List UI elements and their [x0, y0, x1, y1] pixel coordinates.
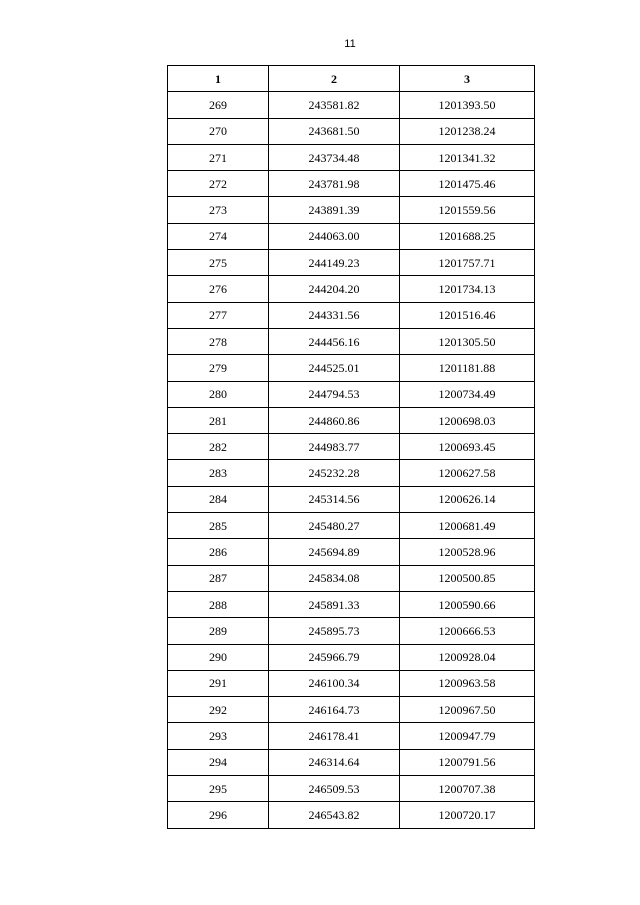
- x-coordinate-cell: 246164.73: [269, 697, 400, 723]
- x-coordinate-cell: 245232.28: [269, 460, 400, 486]
- table-row: [168, 618, 535, 644]
- table-row: [168, 355, 535, 381]
- point-number-cell: 277: [168, 302, 269, 328]
- column-header-3: 3: [400, 66, 535, 92]
- x-coordinate-cell: 245966.79: [269, 644, 400, 670]
- table-row: [168, 276, 535, 302]
- table-row: [168, 144, 535, 170]
- x-coordinate-cell: 246178.41: [269, 723, 400, 749]
- table-row: [168, 171, 535, 197]
- point-number-cell: 281: [168, 407, 269, 433]
- table-row: [168, 197, 535, 223]
- point-number-cell: 291: [168, 670, 269, 696]
- point-number-cell: 273: [168, 197, 269, 223]
- table-row: [168, 92, 535, 118]
- x-coordinate-cell: 246509.53: [269, 776, 400, 802]
- y-coordinate-cell: 1200734.49: [400, 381, 535, 407]
- x-coordinate-cell: 243681.50: [269, 118, 400, 144]
- table-row: [168, 539, 535, 565]
- y-coordinate-cell: 1201757.71: [400, 250, 535, 276]
- y-coordinate-cell: 1200967.50: [400, 697, 535, 723]
- point-number-cell: 292: [168, 697, 269, 723]
- point-number-cell: 278: [168, 328, 269, 354]
- y-coordinate-cell: 1200627.58: [400, 460, 535, 486]
- point-number-cell: 288: [168, 591, 269, 617]
- table-row: [168, 328, 535, 354]
- point-number-cell: 282: [168, 434, 269, 460]
- table-row: [168, 407, 535, 433]
- table-row: [168, 513, 535, 539]
- table-row: [168, 302, 535, 328]
- coordinates-table: [167, 65, 535, 829]
- x-coordinate-cell: 245834.08: [269, 565, 400, 591]
- y-coordinate-cell: 1200963.58: [400, 670, 535, 696]
- table-row: [168, 381, 535, 407]
- x-coordinate-cell: 244063.00: [269, 223, 400, 249]
- point-number-cell: 274: [168, 223, 269, 249]
- x-coordinate-cell: 243581.82: [269, 92, 400, 118]
- point-number-cell: 271: [168, 144, 269, 170]
- y-coordinate-cell: 1201559.56: [400, 197, 535, 223]
- y-coordinate-cell: 1201305.50: [400, 328, 535, 354]
- y-coordinate-cell: 1200528.96: [400, 539, 535, 565]
- x-coordinate-cell: 243781.98: [269, 171, 400, 197]
- y-coordinate-cell: 1200947.79: [400, 723, 535, 749]
- y-coordinate-cell: 1201393.50: [400, 92, 535, 118]
- point-number-cell: 290: [168, 644, 269, 670]
- point-number-cell: 279: [168, 355, 269, 381]
- table-row: [168, 802, 535, 828]
- table-body: [168, 92, 535, 828]
- y-coordinate-cell: 1200681.49: [400, 513, 535, 539]
- point-number-cell: 296: [168, 802, 269, 828]
- point-number-cell: 294: [168, 749, 269, 775]
- table-header-row: [168, 66, 535, 92]
- x-coordinate-cell: 244860.86: [269, 407, 400, 433]
- table-row: [168, 118, 535, 144]
- y-coordinate-cell: 1200626.14: [400, 486, 535, 512]
- y-coordinate-cell: 1201238.24: [400, 118, 535, 144]
- x-coordinate-cell: 244525.01: [269, 355, 400, 381]
- point-number-cell: 272: [168, 171, 269, 197]
- point-number-cell: 287: [168, 565, 269, 591]
- point-number-cell: 275: [168, 250, 269, 276]
- y-coordinate-cell: 1201688.25: [400, 223, 535, 249]
- x-coordinate-cell: 243891.39: [269, 197, 400, 223]
- point-number-cell: 269: [168, 92, 269, 118]
- table-row: [168, 723, 535, 749]
- y-coordinate-cell: 1201475.46: [400, 171, 535, 197]
- x-coordinate-cell: 246543.82: [269, 802, 400, 828]
- column-header-1: 1: [168, 66, 269, 92]
- x-coordinate-cell: 244149.23: [269, 250, 400, 276]
- x-coordinate-cell: 244456.16: [269, 328, 400, 354]
- y-coordinate-cell: 1200791.56: [400, 749, 535, 775]
- point-number-cell: 280: [168, 381, 269, 407]
- table-row: [168, 250, 535, 276]
- x-coordinate-cell: 244794.53: [269, 381, 400, 407]
- y-coordinate-cell: 1200693.45: [400, 434, 535, 460]
- x-coordinate-cell: 245694.89: [269, 539, 400, 565]
- y-coordinate-cell: 1200500.85: [400, 565, 535, 591]
- x-coordinate-cell: 245314.56: [269, 486, 400, 512]
- point-number-cell: 283: [168, 460, 269, 486]
- x-coordinate-cell: 244983.77: [269, 434, 400, 460]
- table-row: [168, 670, 535, 696]
- point-number-cell: 295: [168, 776, 269, 802]
- point-number-cell: 284: [168, 486, 269, 512]
- point-number-cell: 270: [168, 118, 269, 144]
- table-row: [168, 697, 535, 723]
- point-number-cell: 289: [168, 618, 269, 644]
- point-number-cell: 276: [168, 276, 269, 302]
- y-coordinate-cell: 1200590.66: [400, 591, 535, 617]
- y-coordinate-cell: 1200698.03: [400, 407, 535, 433]
- y-coordinate-cell: 1200928.04: [400, 644, 535, 670]
- y-coordinate-cell: 1200666.53: [400, 618, 535, 644]
- y-coordinate-cell: 1200720.17: [400, 802, 535, 828]
- x-coordinate-cell: 244331.56: [269, 302, 400, 328]
- point-number-cell: 293: [168, 723, 269, 749]
- y-coordinate-cell: 1201181.88: [400, 355, 535, 381]
- x-coordinate-cell: 245891.33: [269, 591, 400, 617]
- x-coordinate-cell: 244204.20: [269, 276, 400, 302]
- table-row: [168, 434, 535, 460]
- table-row: [168, 644, 535, 670]
- table-row: [168, 460, 535, 486]
- table-row: [168, 565, 535, 591]
- y-coordinate-cell: 1200707.38: [400, 776, 535, 802]
- x-coordinate-cell: 246314.64: [269, 749, 400, 775]
- page-number: 11: [344, 38, 356, 50]
- y-coordinate-cell: 1201516.46: [400, 302, 535, 328]
- x-coordinate-cell: 245895.73: [269, 618, 400, 644]
- x-coordinate-cell: 246100.34: [269, 670, 400, 696]
- y-coordinate-cell: 1201734.13: [400, 276, 535, 302]
- y-coordinate-cell: 1201341.32: [400, 144, 535, 170]
- table-row: [168, 591, 535, 617]
- x-coordinate-cell: 243734.48: [269, 144, 400, 170]
- column-header-2: 2: [269, 66, 400, 92]
- table-row: [168, 223, 535, 249]
- table-row: [168, 776, 535, 802]
- table-row: [168, 486, 535, 512]
- point-number-cell: 285: [168, 513, 269, 539]
- x-coordinate-cell: 245480.27: [269, 513, 400, 539]
- point-number-cell: 286: [168, 539, 269, 565]
- table-row: [168, 749, 535, 775]
